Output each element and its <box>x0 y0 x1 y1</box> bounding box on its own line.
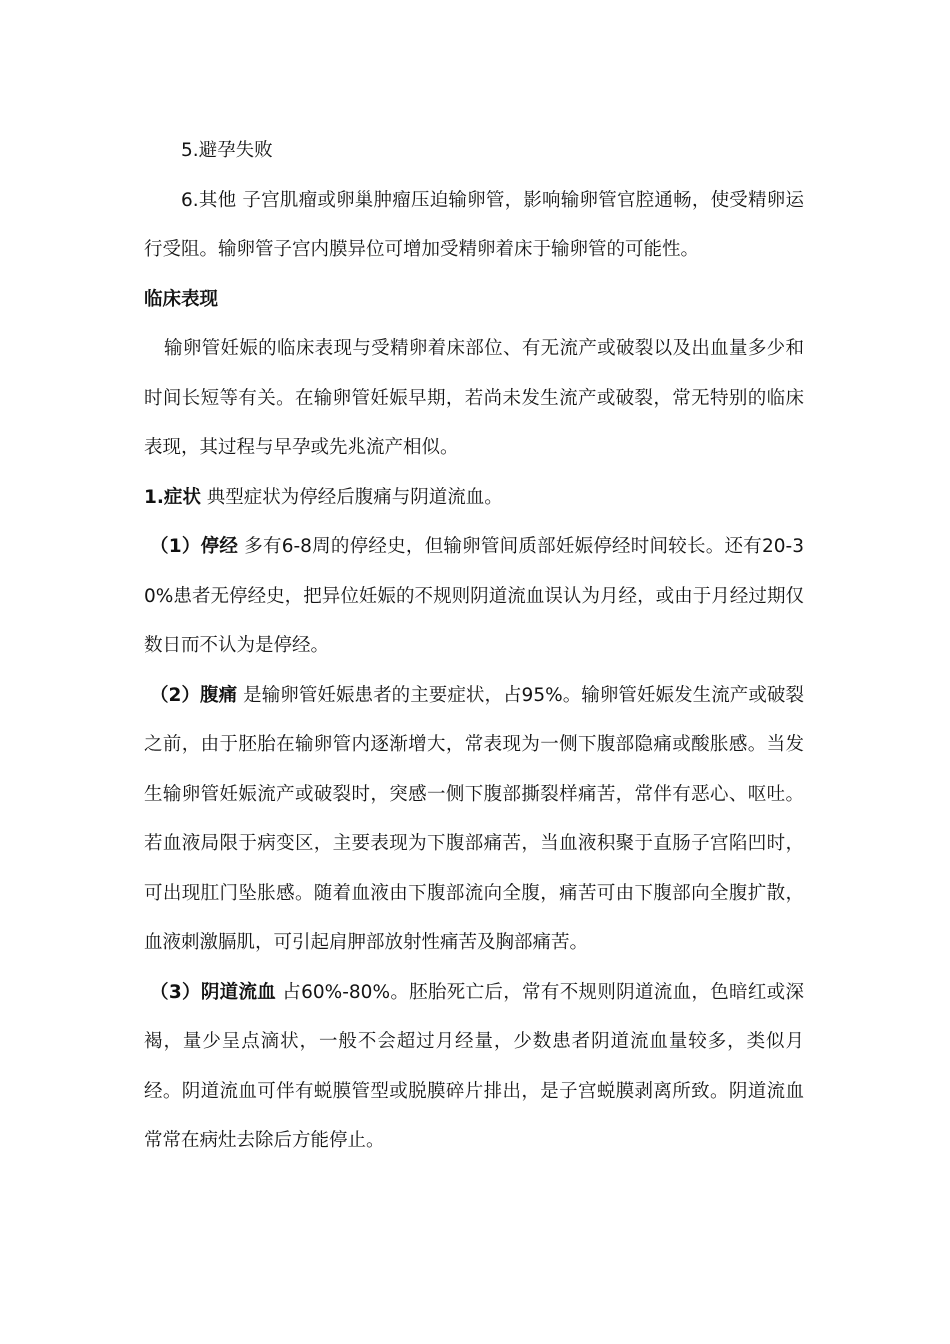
paragraph-text: 6.其他 子宫肌瘤或卵巢肿瘤压迫输卵管，影响输卵管官腔通畅，使受精卵运行受阻。输卵管子宫内膜异位可增加受精卵着床于输卵管的可能性。 <box>144 189 804 260</box>
paragraph-text: 是输卵管妊娠患者的主要症状，占95%。输卵管妊娠发生流产或破裂之前，由于胚胎在输卵管内逐渐增大，常表现为一侧下腹部隐痛或酸胀感。当发生输卵管妊娠流产或破裂时，突感一侧下腹部撕裂样痛苦，常伴有恶心、呕吐。若血液局限于病变区，主要表现为下腹部痛苦，当血液积聚于直肠子宫陷凹时，可出现肛门坠胀感。随着血液由下腹部流向全腹，痛苦可由下腹部向全腹扩散，血液刺激膈肌，可引起肩胛部放射性痛苦及胸部痛苦。 <box>144 684 804 953</box>
paragraph-symptoms <box>144 473 804 523</box>
paragraph-text: 占60%-80%。胚胎死亡后，常有不规则阴道流血，色暗红或深褐，量少呈点滴状，一般不会超过月经量，少数患者阴道流血量较多，类似月经。阴道流血可伴有蜕膜管型或脱膜碎片排出，是子宫蜕膜剥离所致。阴道流血常常在病灶去除后方能停止。 <box>144 981 804 1151</box>
paragraph-abdominal-pain <box>144 671 804 968</box>
paragraph-vaginal-bleeding <box>144 968 804 1166</box>
paragraph-label: （1）停经 <box>150 536 239 557</box>
paragraph-label: （3）阴道流血 <box>150 981 277 1003</box>
paragraph-label: 1.症状 <box>144 486 201 508</box>
document-body <box>144 126 804 1166</box>
paragraph-text: 输卵管妊娠的临床表现与受精卵着床部位、有无流产或破裂以及出血量多少和时间长短等有关。在输卵管妊娠早期，若尚未发生流产或破裂，常无特别的临床表现，其过程与早孕或先兆流产相似。 <box>144 338 804 458</box>
paragraph-text: 多有6-8周的停经史，但输卵管间质部妊娠停经时间较长。还有20-30%患者无停经史，把异位妊娠的不规则阴道流血误认为月经，或由于月经过期仅数日而不认为是停经。 <box>144 536 804 656</box>
paragraph-text: 5.避孕失败 <box>181 140 273 161</box>
paragraph-text: 典型症状为停经后腹痛与阴道流血。 <box>200 486 503 508</box>
paragraph-label: （2）腹痛 <box>150 684 238 706</box>
paragraph-clinical-intro <box>144 324 804 473</box>
section-heading: 临床表现 <box>144 288 219 310</box>
paragraph-contraception-failure <box>144 126 804 176</box>
paragraph-amenorrhea <box>144 522 804 671</box>
paragraph-other-causes <box>144 176 804 275</box>
